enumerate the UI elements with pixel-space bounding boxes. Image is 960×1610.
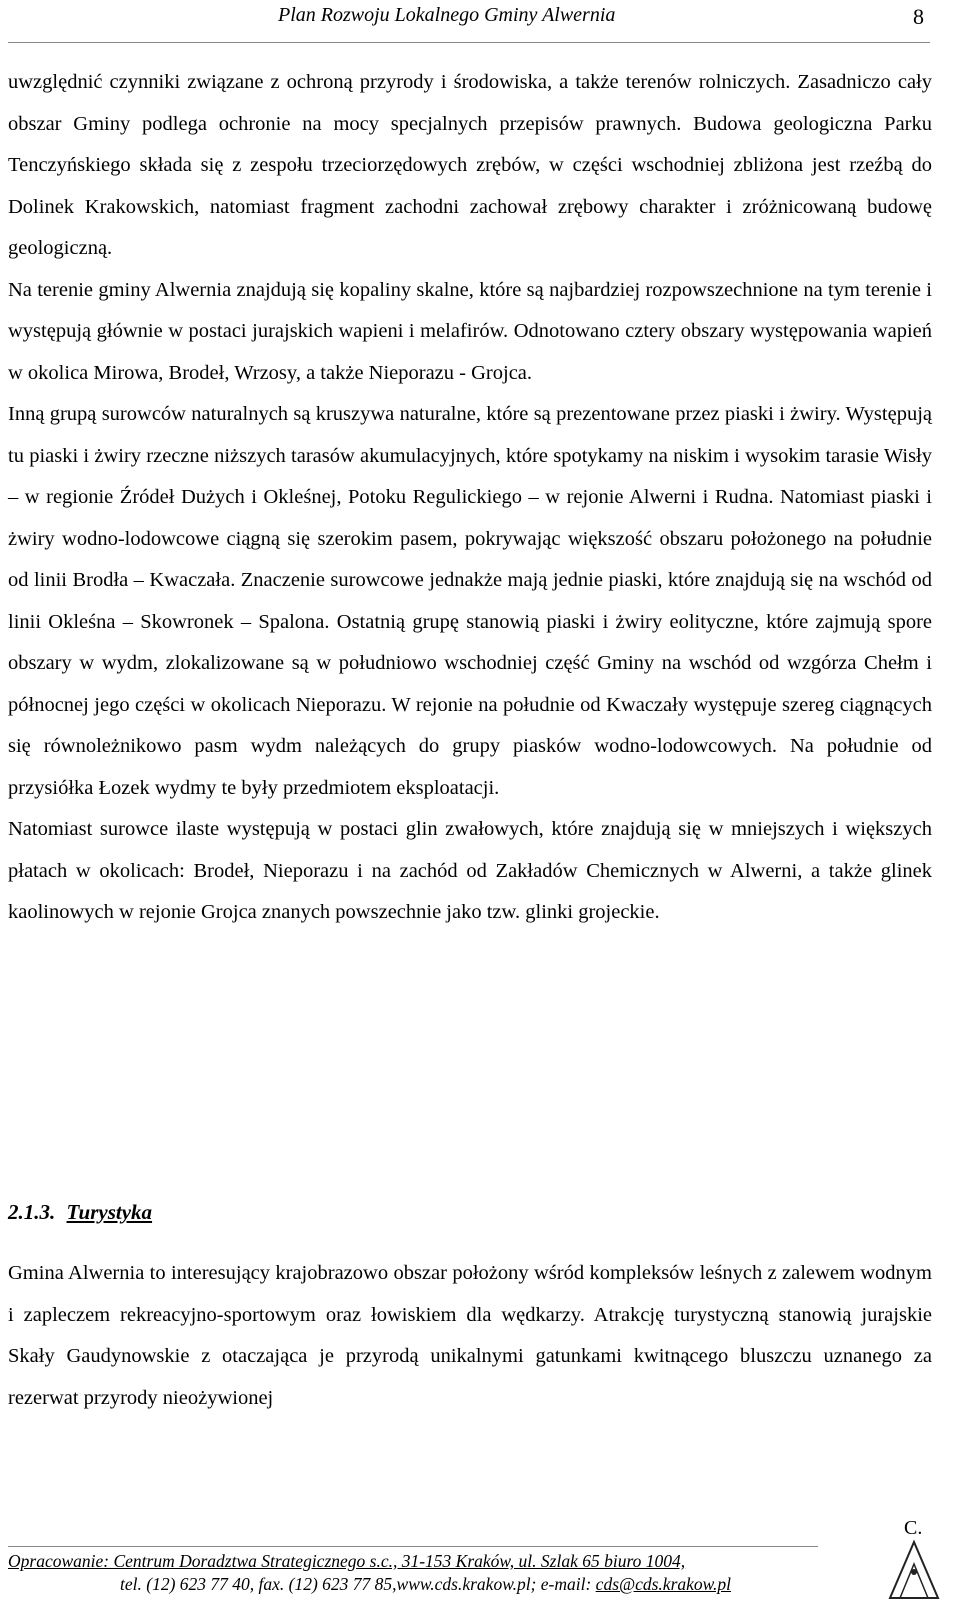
paragraph: uwzględnić czynniki związane z ochroną przyrody i środowiska, a także terenów rolniczych. Zasadniczo cały obszar Gminy podlega ochronie na mocy specjalnych przepisów prawnych. Budowa geologiczna Parku Tenczyńskiego składa się z zespołu trzeciorzędowych zrębów, w części wschodniej zbliżona jest rzeźbą do Dolinek Krakowskich, natomiast fragment zachodni zachował zrębowy charakter i zróżnicowaną budowę geologiczną. [8, 71, 932, 259]
paragraph: Na terenie gminy Alwernia znajdują się kopaliny skalne, które są najbardziej rozpowszechnione na tym terenie i występują głównie w postaci jurajskich wapieni i melafirów. Odnotowano cztery obszary występowania wapień w okolica Mirowa, Brodeł, Wrzosy, a także Nieporazu - Grojca. [8, 278, 932, 384]
footer-contact [8, 1573, 858, 1596]
main-body [8, 62, 932, 934]
document-title: Plan Rozwoju Lokalnego Gminy Alwernia [278, 4, 616, 26]
footer-email-link[interactable]: cds@cds.krakow.pl [595, 1574, 732, 1594]
footer-divider [8, 1546, 818, 1547]
section-body [8, 1253, 932, 1419]
page-number: 8 [913, 4, 924, 29]
page-footer [8, 1550, 858, 1596]
paragraph: Natomiast surowce ilaste występują w postaci glin zwałowych, które znajdują się w mniejszych i większych płatach w okolicach: Brodeł, Nieporazu i na zachód od Zakładów Chemicznych w Alwerni, a także glinek kaolinowych w rejonie Grojca znanych powszechnie jako tzw. glinki grojeckie. [8, 818, 932, 923]
header-divider [8, 42, 930, 43]
footer-contact-text: tel. (12) 623 77 40, fax. (12) 623 77 85,www.cds.krakow.pl; e-mail: [120, 1574, 596, 1594]
logo-text: C. [904, 1517, 923, 1539]
paragraph: Gmina Alwernia to interesujący krajobrazowo obszar położony wśród kompleksów leśnych z zalewem wodnym i zapleczem rekreacyjno-sportowym oraz łowiskiem dla wędkarzy. Atrakcję turystyczną stanowią jurajskie Skały Gaudynowskie z otaczająca je przyrodą unikalnymi gatunkami kwitnącego bluszczu uznanego za rezerwat przyrody nieożywionej [8, 1262, 932, 1409]
footer-address: Opracowanie: Centrum Doradztwa Strategicznego s.c., 31-153 Kraków, ul. Szlak 65 biuro 1004, [8, 1551, 686, 1571]
cds-logo-icon [880, 1512, 946, 1604]
section-title: Turystyka [66, 1200, 153, 1224]
paragraph: Inną grupą surowców naturalnych są kruszywa naturalne, które są prezentowane przez piaski i żwiry. Występują tu piaski i żwiry rzeczne niższych tarasów akumulacyjnych, które spotykamy na niskim i wysokim tarasie Wisły – w regionie Źródeł Dużych i Okleśnej, Potoku Regulickiego – w rejonie Alwerni i Rudna. Natomiast piaski i żwiry wodno-lodowcowe ciągną się szerokim pasem, pokrywając większość obszaru położonego na południe od linii Brodła – Kwaczała. Znaczenie surowcowe jednakże mają jednie piaski, które znajdują się na wschód od linii Okleśna – Skowronek – Spalona. Ostatnią grupę stanowią piaski i żwiry eolityczne, które zajmują spore obszary w wydm, zlokalizowane są w południowo wschodniej część Gminy na wschód od wzgórza Chełm i północnej jego części w okolicach Nieporazu. W rejonie na południe od Kwaczały występuje szereg ciągnących się równoleżnikowo pasm wydm należących do grupy piasków wodno-lodowcowych. Na południe od przysiółka Łozek wydmy te były przedmiotem eksploatacji. [8, 403, 932, 799]
section-heading [8, 1200, 152, 1225]
page-header [8, 0, 930, 44]
section-number: 2.1.3. [8, 1200, 56, 1224]
